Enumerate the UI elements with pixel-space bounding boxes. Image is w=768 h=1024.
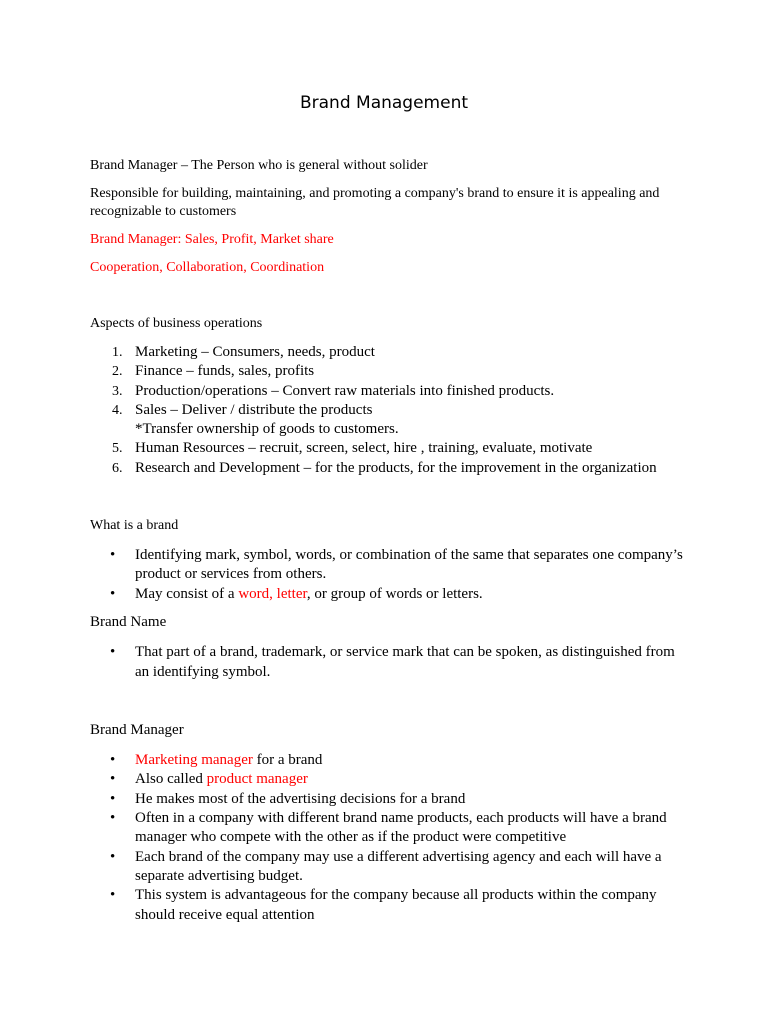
aspects-list (90, 343, 690, 478)
list-item (90, 382, 690, 401)
intro-red-line-1: Brand Manager: Sales, Profit, Market share (90, 232, 334, 247)
bullet-icon: • (110, 887, 116, 904)
text-segment: Also called (135, 771, 207, 788)
bullet-icon: • (110, 810, 116, 827)
aspects-heading: Aspects of business operations (90, 316, 263, 331)
list-item (90, 459, 690, 478)
bullet-icon: • (110, 848, 116, 865)
bullet-icon: • (110, 752, 116, 769)
brand-heading: What is a brand (90, 518, 179, 534)
document-title: Brand Management (299, 93, 469, 113)
list-number: 4. (112, 402, 123, 418)
brand-manager-heading: Brand Manager (90, 721, 184, 738)
list-item-text: Production/operations – Convert raw materials into finished products. (135, 382, 555, 399)
intro-line-2: Responsible for building, maintaining, and promoting a company's brand to ensure it is appealing and recognizable to customers (90, 186, 660, 219)
list-number: 6. (112, 460, 123, 476)
list-item (90, 751, 690, 770)
list-number: 1. (112, 345, 123, 360)
list-item (90, 809, 690, 848)
list-item (90, 643, 690, 682)
brand-list (90, 546, 690, 604)
list-item (90, 546, 690, 585)
list-item-text: Research and Development – for the products, for the improvement in the organization (135, 459, 657, 476)
highlight-text: product manager (206, 771, 308, 788)
list-item-text: That part of a brand, trademark, or service mark that can be spoken, as distinguished from an identifying symbol. (135, 644, 675, 680)
list-item-text: Identifying mark, symbol, words, or combination of the same that separates one company’s product or services from others. (135, 547, 683, 583)
text-segment: for a brand (252, 752, 323, 769)
list-item-text: Often in a company with different brand name products, each products will have a brand manager who compete with the other as if the product were competitive (135, 810, 667, 846)
list-item-text: Marketing – Consumers, needs, product (135, 344, 375, 360)
bullet-icon: • (110, 790, 116, 807)
bullet-icon: • (110, 644, 116, 661)
list-number: 3. (112, 383, 123, 399)
intro-red-line-2: Cooperation, Collaboration, Coordination (90, 260, 325, 275)
list-item-subtext: *Transfer ownership of goods to customers. (135, 421, 399, 438)
list-item (90, 362, 690, 381)
list-item (90, 343, 690, 362)
list-item-text: This system is advantageous for the company because all products within the company should receive equal attention (135, 887, 657, 923)
document-body (90, 157, 690, 925)
list-item (90, 848, 690, 887)
list-item (90, 401, 690, 440)
list-item (90, 770, 690, 789)
list-item (90, 439, 690, 458)
list-item-text: Finance – funds, sales, profits (135, 363, 315, 380)
list-item-text: Each brand of the company may use a different advertising agency and each will have a separate advertising budget. (135, 848, 662, 884)
list-item-text: He makes most of the advertising decisions for a brand (135, 790, 466, 807)
list-item-text: Human Resources – recruit, screen, select, hire , training, evaluate, motivate (135, 440, 593, 457)
brand-name-heading: Brand Name (90, 613, 167, 630)
brand-manager-list (90, 751, 690, 925)
intro-line-1: Brand Manager – The Person who is general without solider (90, 158, 428, 173)
list-item (90, 886, 690, 925)
list-item (90, 585, 690, 604)
text-segment: , or group of words or letters. (306, 585, 483, 602)
bullet-icon: • (110, 585, 116, 602)
bullet-icon: • (110, 547, 116, 564)
highlight-text: Marketing manager (135, 752, 253, 769)
bullet-icon: • (110, 771, 116, 788)
list-item (90, 790, 690, 809)
brand-name-list (90, 643, 690, 682)
list-number: 2. (112, 364, 123, 380)
list-item-text: Sales – Deliver / distribute the products (135, 401, 373, 418)
text-segment: May consist of a (135, 585, 239, 602)
highlight-text: word, letter (238, 585, 307, 602)
list-number: 5. (112, 441, 123, 457)
